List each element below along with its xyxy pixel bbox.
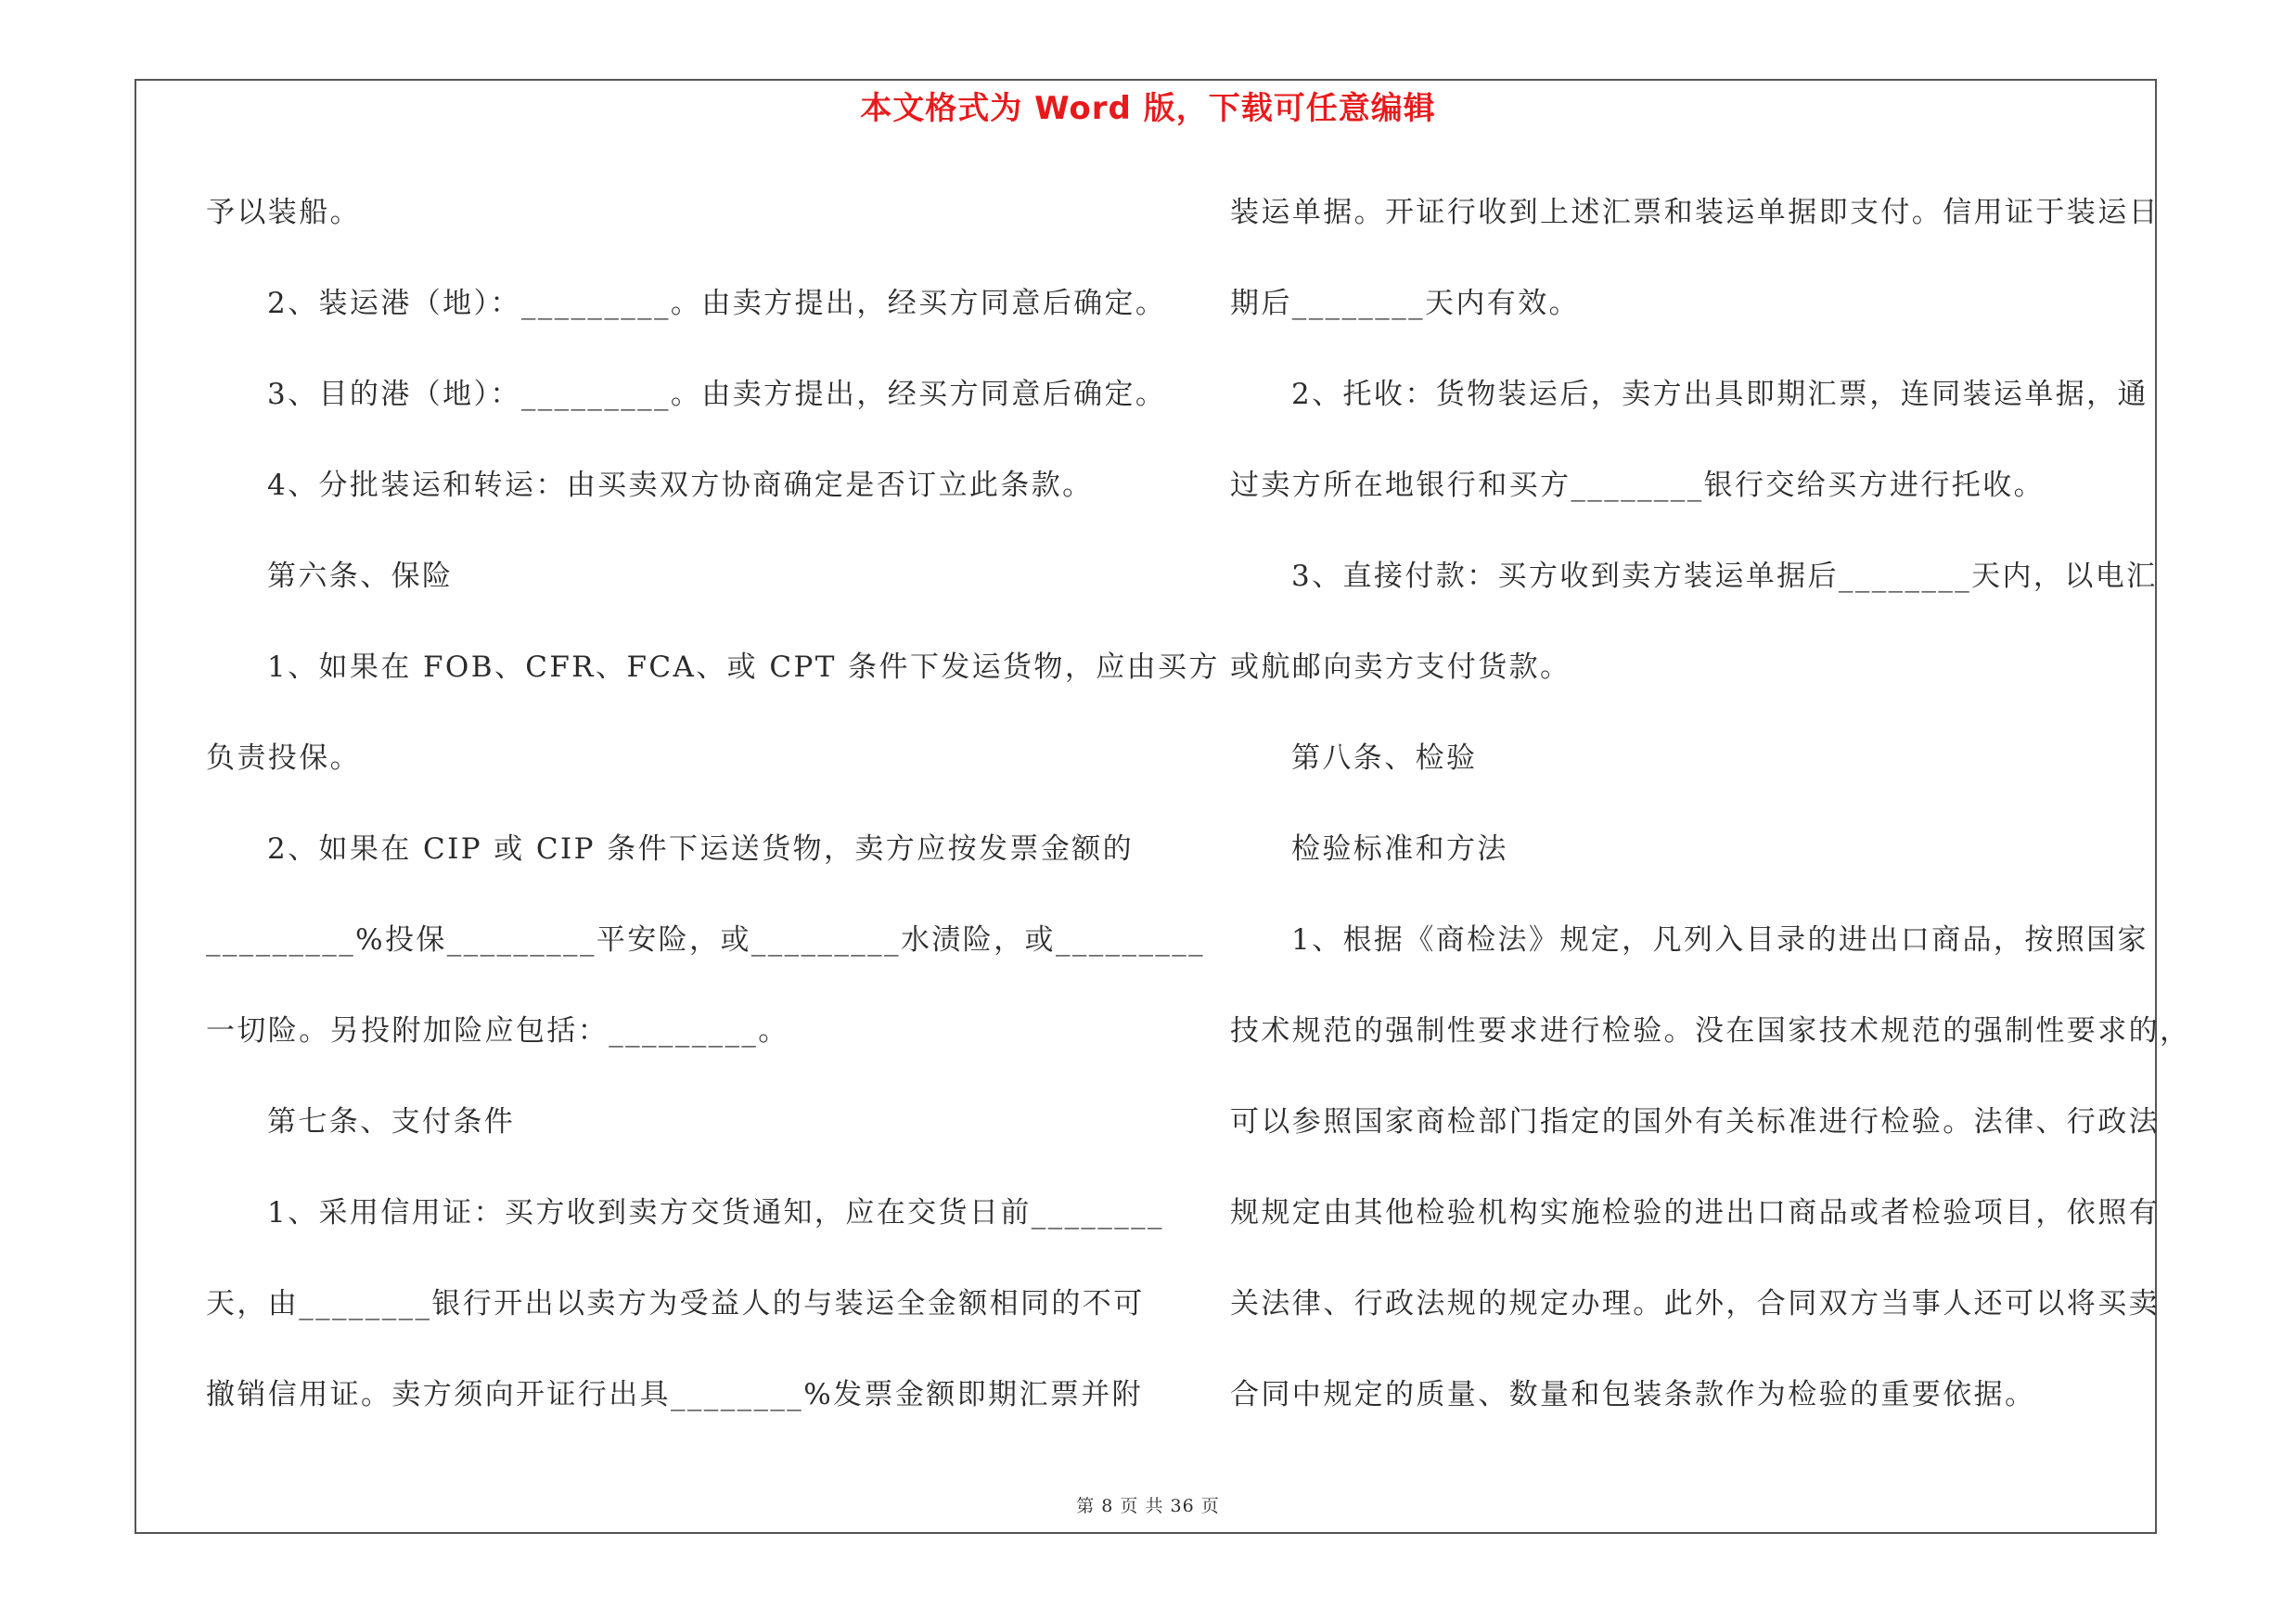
text-line: 1、如果在 FOB、CFR、FCA、或 CPT 条件下发运货物，应由买方 <box>267 650 1220 684</box>
text-line: 检验标准和方法 <box>1291 832 1508 866</box>
text-line: 一切险。另投附加险应包括：_________。 <box>206 1014 789 1048</box>
text-line: 第七条、支付条件 <box>267 1105 516 1139</box>
text-line: 天，由________银行开出以卖方为受益人的与装运全金额相同的不可 <box>206 1287 1145 1320</box>
text-line: 第八条、检验 <box>1291 741 1478 775</box>
text-line: 负责投保。 <box>206 741 361 775</box>
text-line: 过卖方所在地银行和买方________银行交给买方进行托收。 <box>1230 469 2045 502</box>
text-line: 1、根据《商检法》规定，凡列入目录的进出口商品，按照国家 <box>1291 923 2148 957</box>
text-line: 规规定由其他检验机构实施检验的进出口商品或者检验项目，依照有 <box>1230 1196 2160 1230</box>
page-number: 第 8 页 共 36 页 <box>1076 1496 1220 1516</box>
text-line: 第六条、保险 <box>267 560 454 593</box>
text-line: 予以装船。 <box>206 196 361 229</box>
text-line: 期后________天内有效。 <box>1230 287 1580 320</box>
text-line: 关法律、行政法规的规定办理。此外，合同双方当事人还可以将买卖 <box>1230 1287 2160 1320</box>
text-line: 3、目的港（地）：_________。由卖方提出，经买方同意后确定。 <box>267 378 1167 411</box>
format-banner: 本文格式为 Word 版，下载可任意编辑 <box>860 90 1436 127</box>
text-line: 1、采用信用证：买方收到卖方交货通知，应在交货日前________ <box>267 1196 1164 1230</box>
text-line: _________%投保_________平安险，或_________水渍险，或_________ <box>206 923 1206 957</box>
text-line: 2、如果在 CIP 或 CIP 条件下运送货物，卖方应按发票金额的 <box>267 832 1134 866</box>
text-line: 技术规范的强制性要求进行检验。没在国家技术规范的强制性要求的， <box>1230 1014 2191 1048</box>
text-line: 2、托收：货物装运后，卖方出具即期汇票，连同装运单据，通 <box>1291 378 2148 411</box>
text-line: 或航邮向卖方支付货款。 <box>1230 650 1571 684</box>
text-line: 3、直接付款：买方收到卖方装运单据后________天内，以电汇 <box>1291 560 2158 593</box>
left-text-column <box>206 182 1220 1455</box>
right-text-column <box>1230 182 2191 1455</box>
text-line: 装运单据。开证行收到上述汇票和装运单据即支付。信用证于装运日 <box>1230 196 2160 229</box>
text-line: 4、分批装运和转运：由买卖双方协商确定是否订立此条款。 <box>267 469 1094 502</box>
text-line: 合同中规定的质量、数量和包装条款作为检验的重要依据。 <box>1230 1378 2036 1411</box>
text-line: 撤销信用证。卖方须向开证行出具________%发票金额即期汇票并附 <box>206 1378 1144 1411</box>
text-line: 2、装运港（地）：_________。由卖方提出，经买方同意后确定。 <box>267 287 1167 320</box>
text-line: 可以参照国家商检部门指定的国外有关标准进行检验。法律、行政法 <box>1230 1105 2160 1139</box>
